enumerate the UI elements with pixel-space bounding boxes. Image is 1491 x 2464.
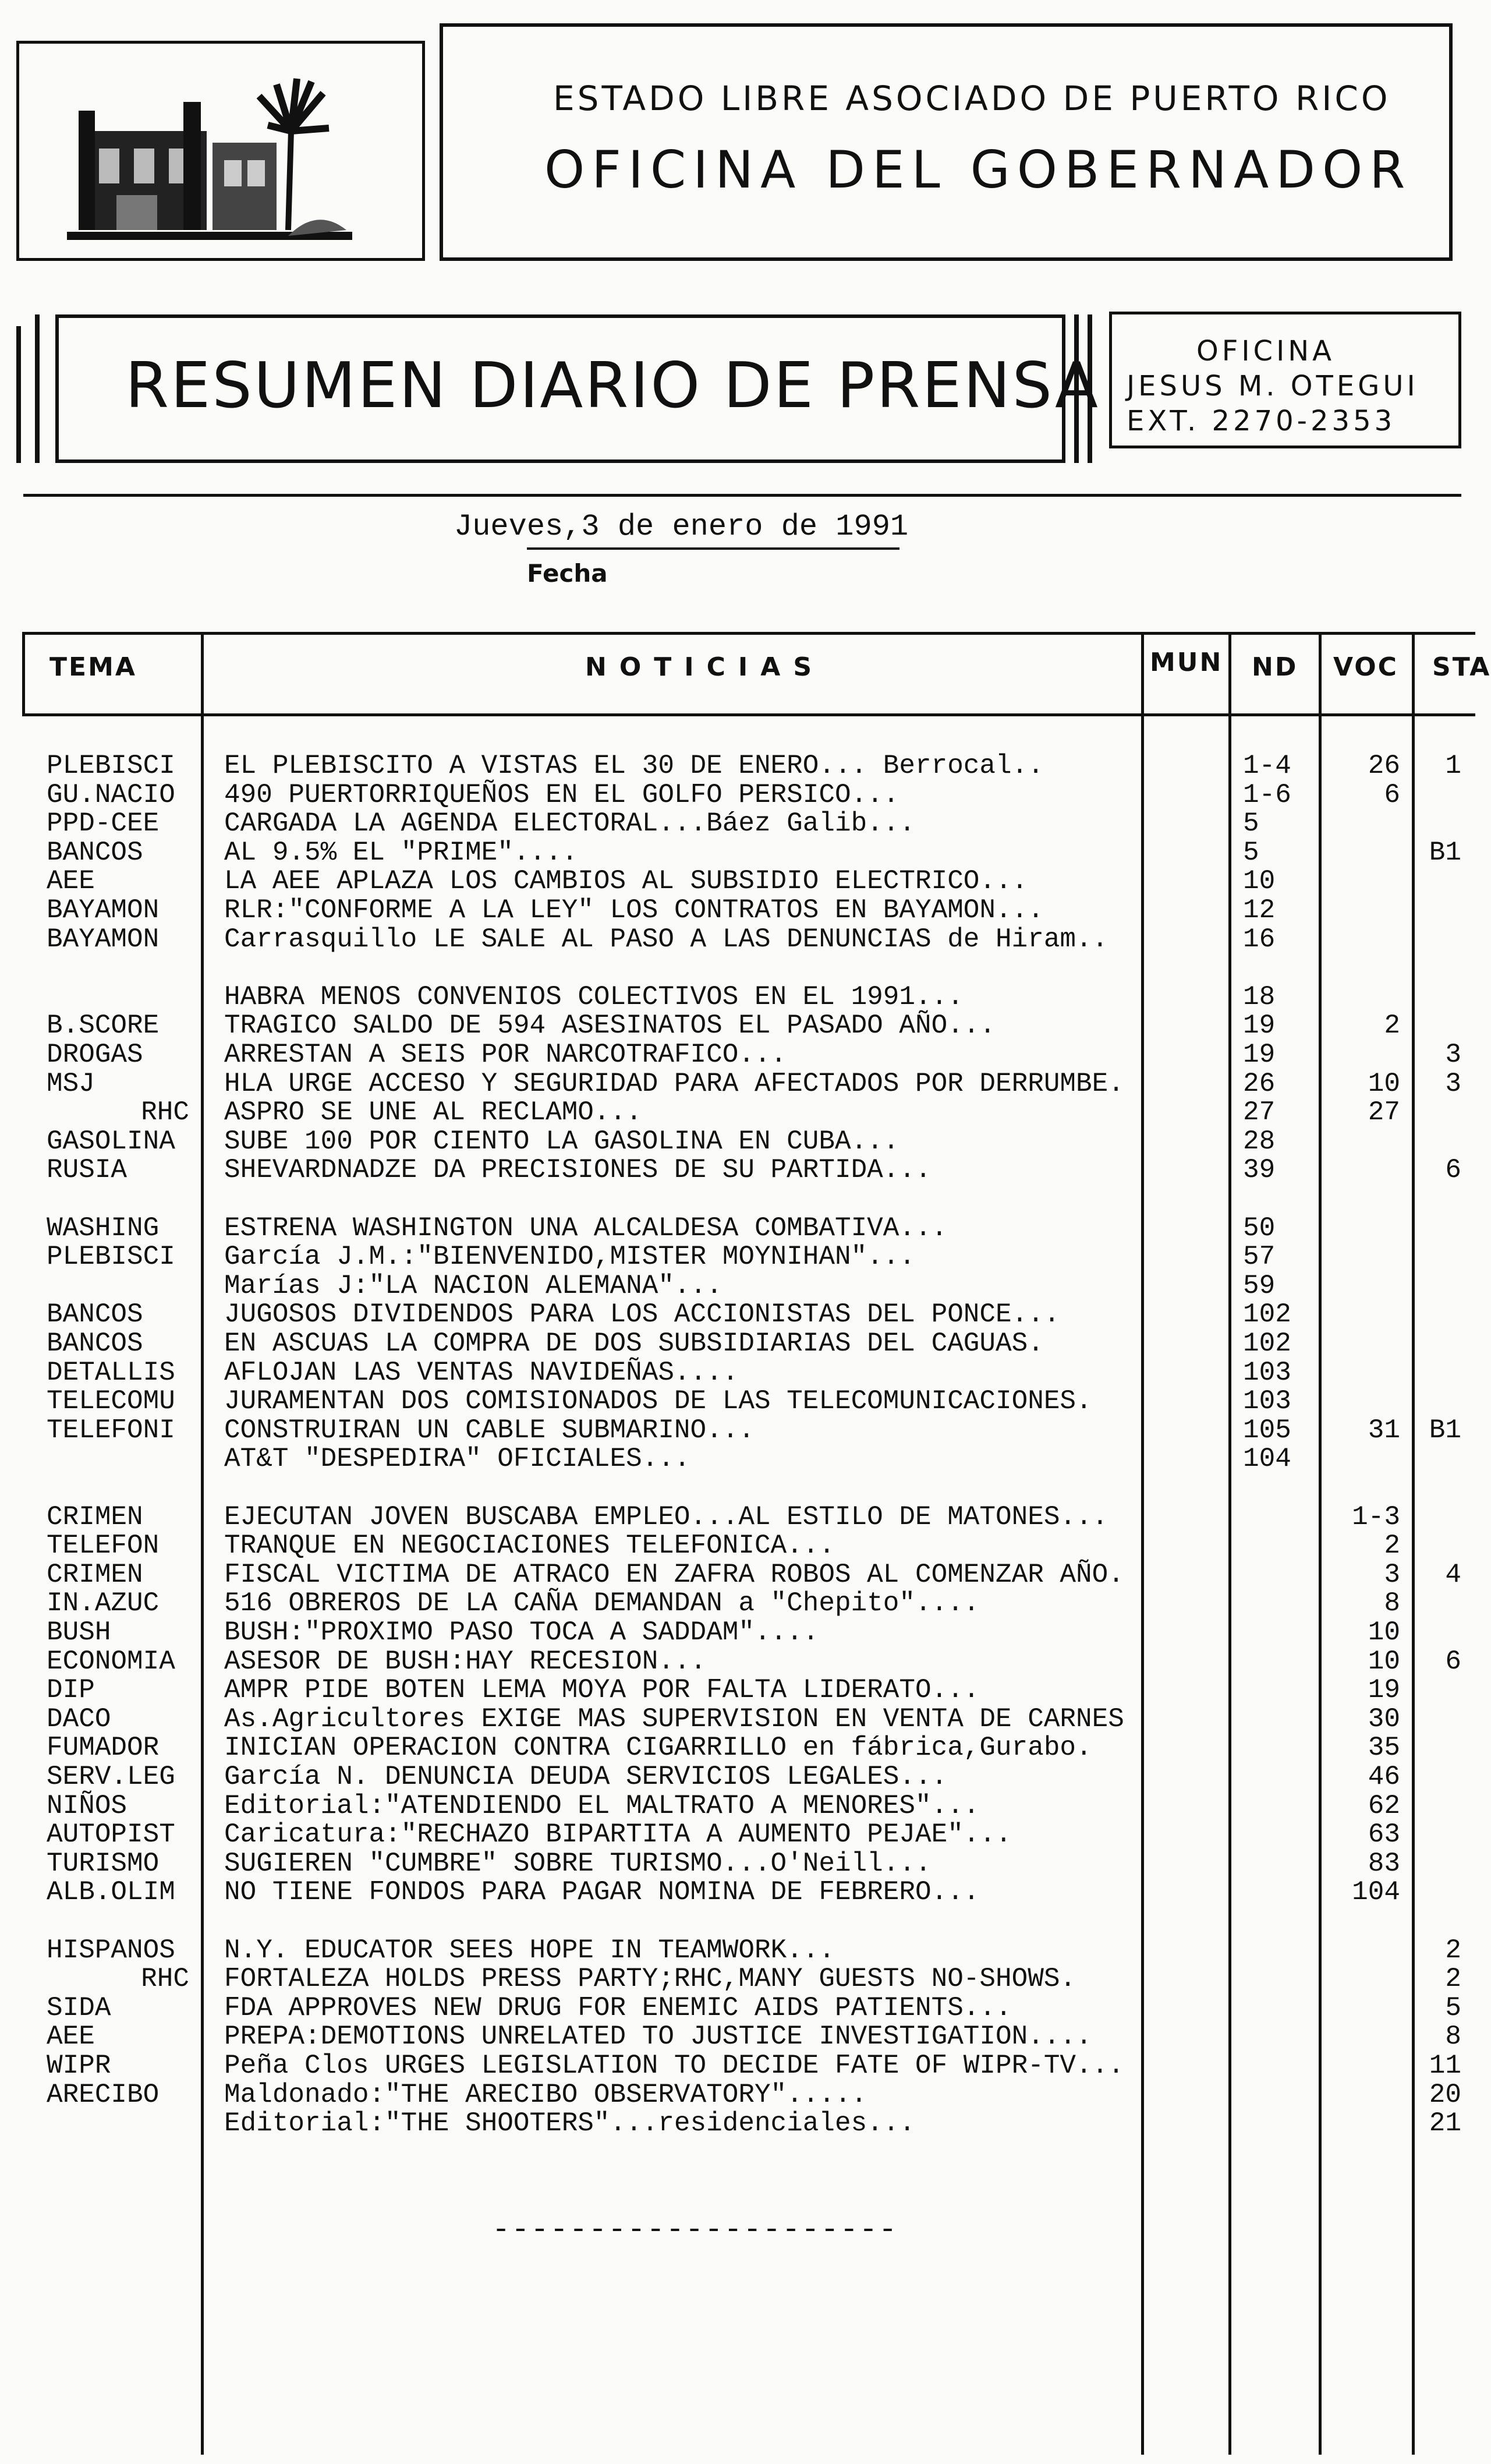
row-tema: IN.AZUC xyxy=(47,1588,160,1619)
table-row xyxy=(0,1473,1475,1503)
office-contact-line1: OFICINA xyxy=(1196,335,1335,367)
row-tema: GU.NACIO xyxy=(47,779,175,810)
row-tema: RHC xyxy=(141,1964,189,1995)
row-voc-page: 10 xyxy=(1368,1617,1400,1648)
table-row xyxy=(0,1762,1475,1791)
row-voc-page: 6 xyxy=(1384,779,1400,810)
row-voc-page: 2 xyxy=(1384,1010,1400,1041)
table-row xyxy=(0,1300,1475,1329)
row-sta-page: 20 xyxy=(1429,2079,1461,2110)
column-header-noticias: NOTICIAS xyxy=(585,652,825,682)
table-row xyxy=(0,1675,1475,1705)
table-row xyxy=(0,1358,1475,1387)
row-voc-page: 63 xyxy=(1368,1819,1400,1850)
row-sta-page: 1 xyxy=(1445,751,1461,781)
row-tema: BAYAMON xyxy=(47,924,160,955)
column-header-sta: STA xyxy=(1432,652,1491,682)
row-tema: BANCOS xyxy=(47,1299,143,1330)
table-row xyxy=(0,925,1475,954)
row-headline: SUBE 100 POR CIENTO LA GASOLINA EN CUBA... xyxy=(224,1126,899,1157)
row-sta-page: 3 xyxy=(1445,1040,1461,1070)
office-name: OFICINA DEL GOBERNADOR xyxy=(544,140,1412,200)
table-row xyxy=(0,1416,1475,1445)
row-tema: MSJ xyxy=(47,1068,95,1099)
row-headline: SHEVARDNADZE DA PRECISIONES DE SU PARTIDA... xyxy=(224,1155,932,1186)
row-headline: TRANQUE EN NEGOCIACIONES TELEFONICA... xyxy=(224,1530,835,1561)
table-row xyxy=(0,1069,1475,1098)
row-headline: JUGOSOS DIVIDENDOS PARA LOS ACCIONISTAS DEL PONCE... xyxy=(224,1299,1060,1330)
row-sta-page: 5 xyxy=(1445,1992,1461,2023)
row-nd-page: 102 xyxy=(1243,1299,1291,1330)
row-nd-page: 19 xyxy=(1243,1010,1276,1041)
row-headline: EJECUTAN JOVEN BUSCABA EMPLEO...AL ESTILO DE MATONES... xyxy=(224,1501,1108,1532)
row-headline: Editorial:"ATENDIENDO EL MALTRATO A MENORES"... xyxy=(224,1790,980,1821)
row-tema: DACO xyxy=(47,1703,111,1734)
table-row xyxy=(0,838,1475,867)
government-name: ESTADO LIBRE ASOCIADO DE PUERTO RICO xyxy=(553,79,1391,118)
row-tema: SERV.LEG xyxy=(47,1762,175,1792)
row-headline: Editorial:"THE SHOOTERS"...residenciales... xyxy=(224,2108,915,2139)
table-row xyxy=(0,1214,1475,1243)
row-headline: FDA APPROVES NEW DRUG FOR ENEMIC AIDS PATIENTS... xyxy=(224,1992,1012,2023)
row-sta-page: 21 xyxy=(1429,2108,1461,2139)
row-nd-page: 57 xyxy=(1243,1242,1276,1272)
row-tema: ARECIBO xyxy=(47,2079,160,2110)
table-row xyxy=(0,1878,1475,1907)
row-headline: N.Y. EDUCATOR SEES HOPE IN TEAMWORK... xyxy=(224,1935,835,1965)
table-row xyxy=(0,1936,1475,1965)
table-row xyxy=(0,2080,1475,2109)
table-row xyxy=(0,1618,1475,1647)
table-row xyxy=(0,1820,1475,1849)
row-tema: TELECOMU xyxy=(47,1386,175,1417)
row-headline: EL PLEBISCITO A VISTAS EL 30 DE ENERO... Berrocal.. xyxy=(224,751,1044,781)
row-headline: Caricatura:"RECHAZO BIPARTITA A AUMENTO PEJAE"... xyxy=(224,1819,1012,1850)
row-nd-page: 5 xyxy=(1243,837,1259,868)
row-headline: Peña Clos URGES LEGISLATION TO DECIDE FATE OF WIPR-TV... xyxy=(224,2051,1124,2081)
office-contact-name: JESUS M. OTEGUI xyxy=(1127,370,1419,402)
header-frame-inner-top xyxy=(442,23,1450,24)
row-voc-page: 26 xyxy=(1368,751,1400,781)
row-headline: INICIAN OPERACION CONTRA CIGARRILLO en fábrica,Gurabo. xyxy=(224,1733,1092,1763)
table-top-border xyxy=(22,632,1475,635)
row-tema: NIÑOS xyxy=(47,1790,128,1821)
table-row xyxy=(0,867,1475,896)
row-tema: HISPANOS xyxy=(47,1935,175,1965)
row-tema: DIP xyxy=(47,1675,95,1706)
column-header-tema: TEMA xyxy=(49,652,137,682)
row-tema: BANCOS xyxy=(47,837,143,868)
table-row xyxy=(0,1791,1475,1820)
header-separator xyxy=(23,494,1461,497)
row-voc-page: 19 xyxy=(1368,1675,1400,1706)
table-row xyxy=(0,953,1475,982)
table-row xyxy=(0,1849,1475,1878)
row-sta-page: 4 xyxy=(1445,1559,1461,1590)
row-voc-page: 104 xyxy=(1352,1877,1400,1908)
date-label: Fecha xyxy=(527,559,608,588)
table-row xyxy=(0,1531,1475,1560)
row-headline: ESTRENA WASHINGTON UNA ALCALDESA COMBATIVA... xyxy=(224,1212,948,1243)
row-headline: AL 9.5% EL "PRIME".... xyxy=(224,837,578,868)
row-tema: PLEBISCI xyxy=(47,751,175,781)
row-voc-page: 27 xyxy=(1368,1097,1400,1128)
table-row xyxy=(0,1503,1475,1532)
table-row xyxy=(0,896,1475,925)
row-sta-page: 2 xyxy=(1445,1935,1461,1965)
row-headline: LA AEE APLAZA LOS CAMBIOS AL SUBSIDIO ELECTRICO... xyxy=(224,866,1028,897)
row-tema: AEE xyxy=(47,866,95,897)
row-nd-page: 26 xyxy=(1243,1068,1276,1099)
row-nd-page: 10 xyxy=(1243,866,1276,897)
row-tema: AEE xyxy=(47,2021,95,2052)
row-headline: FISCAL VICTIMA DE ATRACO EN ZAFRA ROBOS AL COMENZAR AÑO. xyxy=(224,1559,1124,1590)
table-row xyxy=(0,809,1475,838)
row-headline: ASPRO SE UNE AL RECLAMO... xyxy=(224,1097,642,1128)
row-tema: WASHING xyxy=(47,1212,160,1243)
end-rule: --------------------- xyxy=(492,2213,898,2247)
row-headline: García J.M.:"BIENVENIDO,MISTER MOYNIHAN"... xyxy=(224,1242,915,1272)
row-tema: B.SCORE xyxy=(47,1010,160,1041)
row-tema: RHC xyxy=(141,1097,189,1128)
row-tema: BAYAMON xyxy=(47,895,160,925)
row-headline: CONSTRUIRAN UN CABLE SUBMARINO... xyxy=(224,1415,755,1445)
table-row xyxy=(0,1127,1475,1156)
row-sta-page: 3 xyxy=(1445,1068,1461,1099)
row-voc-page: 62 xyxy=(1368,1790,1400,1821)
row-headline: AMPR PIDE BOTEN LEMA MOYA POR FALTA LIDERATO... xyxy=(224,1675,980,1706)
row-nd-page: 59 xyxy=(1243,1270,1276,1301)
row-voc-page: 35 xyxy=(1368,1733,1400,1763)
row-tema: TURISMO xyxy=(47,1848,160,1879)
row-tema: BANCOS xyxy=(47,1328,143,1359)
table-row xyxy=(0,1329,1475,1358)
row-headline: BUSH:"PROXIMO PASO TOCA A SADDAM".... xyxy=(224,1617,819,1648)
table-row xyxy=(0,1705,1475,1734)
row-tema: FUMADOR xyxy=(47,1733,160,1763)
row-tema: DETALLIS xyxy=(47,1357,175,1388)
row-headline: RLR:"CONFORME A LA LEY" LOS CONTRATOS EN BAYAMON... xyxy=(224,895,1044,925)
row-voc-page: 46 xyxy=(1368,1762,1400,1792)
row-sta-page: B1 xyxy=(1429,837,1461,868)
table-row xyxy=(0,1387,1475,1416)
table-row xyxy=(0,2022,1475,2051)
table-row xyxy=(0,780,1475,809)
date-underline xyxy=(527,547,899,550)
row-voc-page: 10 xyxy=(1368,1068,1400,1099)
row-headline: HLA URGE ACCESO Y SEGURIDAD PARA AFECTADOS POR DERRUMBE. xyxy=(224,1068,1124,1099)
table-header-bottom-border xyxy=(22,713,1475,716)
row-nd-page: 1-4 xyxy=(1243,751,1291,781)
table-row xyxy=(0,1242,1475,1271)
row-headline: HABRA MENOS CONVENIOS COLECTIVOS EN EL 1991... xyxy=(224,981,964,1012)
row-nd-page: 18 xyxy=(1243,981,1276,1012)
table-row xyxy=(0,2109,1475,2138)
table-left-border xyxy=(22,632,25,716)
row-tema: TELEFON xyxy=(47,1530,160,1561)
title-bar-left-2 xyxy=(35,314,40,463)
office-contact-extension: EXT. 2270-2353 xyxy=(1127,405,1396,437)
row-headline: As.Agricultores EXIGE MAS SUPERVISION EN VENTA DE CARNES xyxy=(224,1703,1124,1734)
row-headline: NO TIENE FONDOS PARA PAGAR NOMINA DE FEBRERO... xyxy=(224,1877,980,1908)
row-sta-page: 2 xyxy=(1445,1964,1461,1995)
row-nd-page: 50 xyxy=(1243,1212,1276,1243)
row-sta-page: B1 xyxy=(1429,1415,1461,1445)
table-row xyxy=(0,2051,1475,2080)
row-tema: TELEFONI xyxy=(47,1415,175,1445)
row-tema: PLEBISCI xyxy=(47,1242,175,1272)
table-row xyxy=(0,1185,1475,1214)
row-tema: WIPR xyxy=(47,2051,111,2081)
row-nd-page: 102 xyxy=(1243,1328,1291,1359)
table-row xyxy=(0,1907,1475,1936)
row-nd-page: 5 xyxy=(1243,808,1259,839)
table-row xyxy=(0,1444,1475,1473)
row-voc-page: 30 xyxy=(1368,1703,1400,1734)
row-headline: ASESOR DE BUSH:HAY RECESION... xyxy=(224,1646,707,1677)
table-row xyxy=(0,1964,1475,1993)
row-tema: RUSIA xyxy=(47,1155,128,1186)
row-nd-page: 1-6 xyxy=(1243,779,1291,810)
row-tema: CRIMEN xyxy=(47,1501,143,1532)
table-row xyxy=(0,1647,1475,1676)
table-row xyxy=(0,1993,1475,2023)
row-headline: PREPA:DEMOTIONS UNRELATED TO JUSTICE INVESTIGATION.... xyxy=(224,2021,1092,2052)
row-headline: JURAMENTAN DOS COMISIONADOS DE LAS TELECOMUNICACIONES. xyxy=(224,1386,1092,1417)
building-logo-image xyxy=(67,61,352,253)
row-nd-page: 39 xyxy=(1243,1155,1276,1186)
row-tema: CRIMEN xyxy=(47,1559,143,1590)
row-headline: EN ASCUAS LA COMPRA DE DOS SUBSIDIARIAS DEL CAGUAS. xyxy=(224,1328,1044,1359)
row-nd-page: 27 xyxy=(1243,1097,1276,1128)
column-header-nd: ND xyxy=(1252,652,1298,682)
row-sta-page: 6 xyxy=(1445,1646,1461,1677)
row-voc-page: 3 xyxy=(1384,1559,1400,1590)
row-tema: ALB.OLIM xyxy=(47,1877,175,1908)
row-tema: SIDA xyxy=(47,1992,111,2023)
row-nd-page: 16 xyxy=(1243,924,1276,955)
row-voc-page: 1-3 xyxy=(1352,1501,1400,1532)
document-title: RESUMEN DIARIO DE PRENSA xyxy=(125,349,1100,422)
row-nd-page: 103 xyxy=(1243,1386,1291,1417)
row-voc-page: 31 xyxy=(1368,1415,1400,1445)
row-sta-page: 6 xyxy=(1445,1155,1461,1186)
table-row xyxy=(0,1040,1475,1069)
table-row xyxy=(0,751,1475,780)
row-tema: DROGAS xyxy=(47,1040,143,1070)
title-bar-left-1 xyxy=(16,326,21,463)
row-sta-page: 11 xyxy=(1429,2051,1461,2081)
table-row xyxy=(0,982,1475,1012)
table-row xyxy=(0,1098,1475,1127)
row-headline: FORTALEZA HOLDS PRESS PARTY;RHC,MANY GUESTS NO-SHOWS. xyxy=(224,1964,1076,1995)
row-nd-page: 12 xyxy=(1243,895,1276,925)
row-headline: AFLOJAN LAS VENTAS NAVIDEÑAS.... xyxy=(224,1357,739,1388)
row-nd-page: 28 xyxy=(1243,1126,1276,1157)
row-voc-page: 83 xyxy=(1368,1848,1400,1879)
row-headline: 490 PUERTORRIQUEÑOS EN EL GOLFO PERSICO... xyxy=(224,779,899,810)
row-nd-page: 103 xyxy=(1243,1357,1291,1388)
table-row xyxy=(0,1589,1475,1618)
row-headline: Marías J:"LA NACION ALEMANA"... xyxy=(224,1270,723,1301)
row-tema: GASOLINA xyxy=(47,1126,175,1157)
row-nd-page: 104 xyxy=(1243,1444,1291,1475)
row-headline: Carrasquillo LE SALE AL PASO A LAS DENUNCIAS de Hiram.. xyxy=(224,924,1108,955)
row-headline: CARGADA LA AGENDA ELECTORAL...Báez Galib... xyxy=(224,808,915,839)
row-nd-page: 105 xyxy=(1243,1415,1291,1445)
row-voc-page: 2 xyxy=(1384,1530,1400,1561)
row-headline: AT&T "DESPEDIRA" OFICIALES... xyxy=(224,1444,690,1475)
table-row xyxy=(0,1155,1475,1185)
report-date: Jueves,3 de enero de 1991 xyxy=(454,510,909,544)
row-headline: SUGIEREN "CUMBRE" SOBRE TURISMO...O'Neill... xyxy=(224,1848,932,1879)
row-tema: ECONOMIA xyxy=(47,1646,175,1677)
row-tema: PPD-CEE xyxy=(47,808,160,839)
column-header-voc: VOC xyxy=(1333,652,1398,682)
table-row xyxy=(0,1271,1475,1300)
table-row xyxy=(0,1560,1475,1589)
row-headline: Maldonado:"THE ARECIBO OBSERVATORY"..... xyxy=(224,2079,867,2110)
row-tema: AUTOPIST xyxy=(47,1819,175,1850)
row-tema: BUSH xyxy=(47,1617,111,1648)
row-voc-page: 10 xyxy=(1368,1646,1400,1677)
row-headline: TRAGICO SALDO DE 594 ASESINATOS EL PASADO AÑO... xyxy=(224,1010,996,1041)
row-voc-page: 8 xyxy=(1384,1588,1400,1619)
table-row xyxy=(0,1733,1475,1762)
column-header-mun: MUN xyxy=(1150,648,1223,677)
row-headline: ARRESTAN A SEIS POR NARCOTRAFICO... xyxy=(224,1040,787,1070)
row-headline: García N. DENUNCIA DEUDA SERVICIOS LEGALES... xyxy=(224,1762,948,1792)
table-row xyxy=(0,1011,1475,1040)
row-sta-page: 8 xyxy=(1445,2021,1461,2052)
row-nd-page: 19 xyxy=(1243,1040,1276,1070)
row-headline: 516 OBREROS DE LA CAÑA DEMANDAN a "Chepito".... xyxy=(224,1588,980,1619)
